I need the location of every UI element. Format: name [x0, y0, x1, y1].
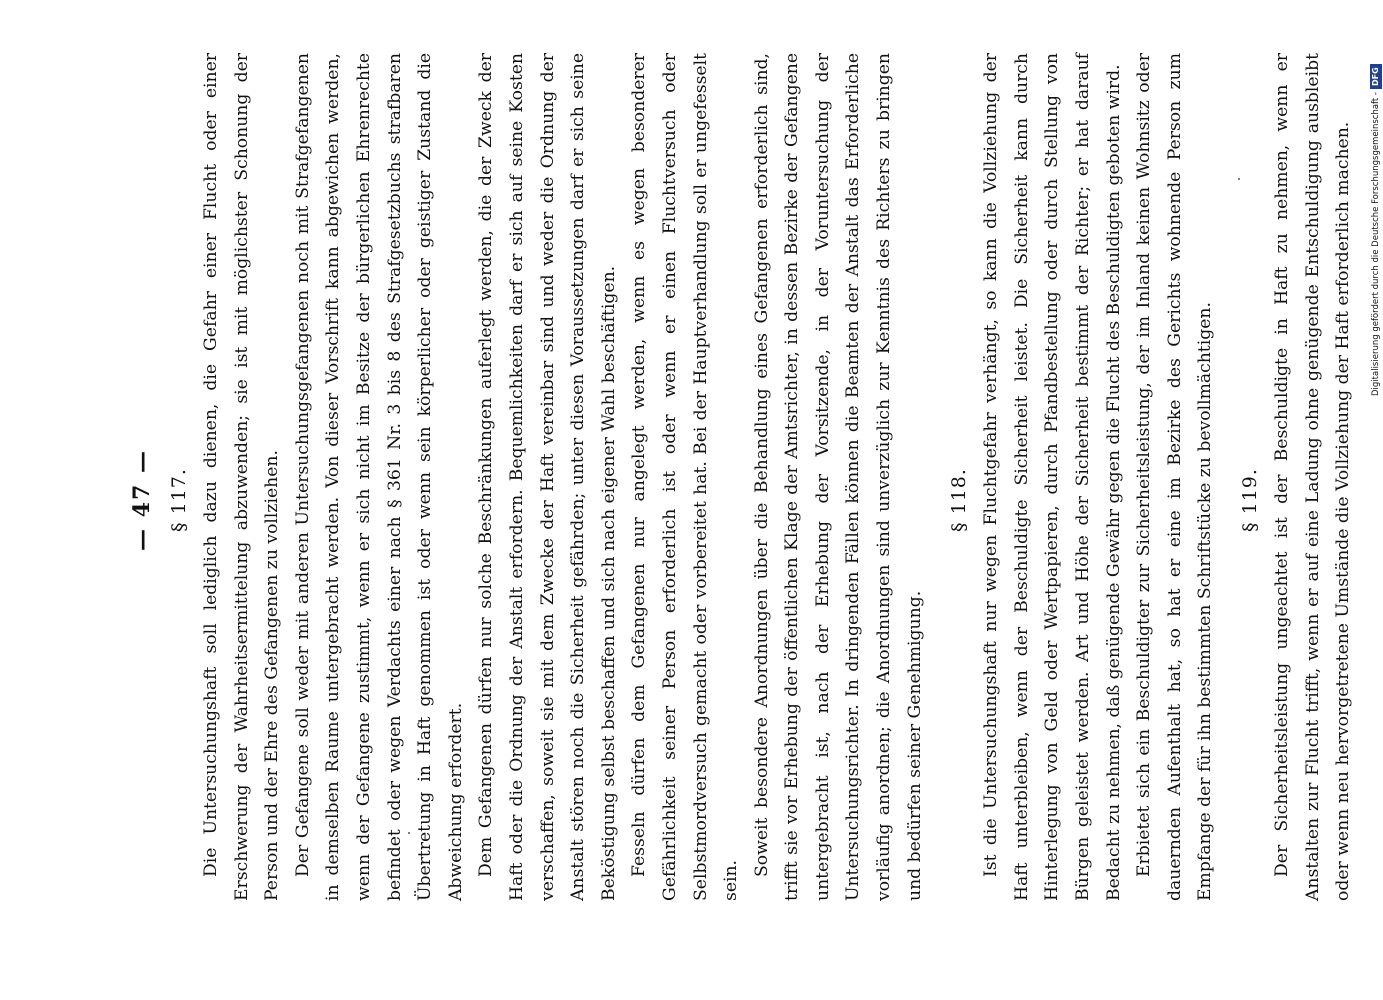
rotated-page-body — [122, 35, 1354, 965]
section-119 — [1239, 35, 1359, 965]
paragraph: Fesseln dürfen dem Gefangenen nur angelegt werden, wenn es wegen besonderer Gefährlichkeit seiner Person erforderlich ist oder wenn er einen Fluchtversuch oder Selbstmordversuch gemacht oder vorbereitet hat. Bei der Hauptverhandlung soll er ungefesselt sein. — [629, 53, 742, 901]
paragraph: Ist die Untersuchungshaft nur wegen Fluchtgefahr verhängt, so kann die Vollziehung der Haft unterbleiben, wenn der Beschuldigte Sicherheit leistet. Die Sicherheit kann durch Hinterlegung von Geld oder Wertpapieren, durch Pfandbestellung oder durch Stellung von Bürgen geleistet werden. Art und Höhe der Sicherheit bestimmt der Richter; er hat darauf Bedacht zu nehmen, daß genügende Gewähr gegen die Flucht des Beschuldigten geboten wird. — [981, 53, 1124, 901]
paragraph: Soweit besondere Anordnungen über die Behandlung eines Gefangenen erforderlich sind, trifft sie vor Erhebung der öffentlichen Klage der Amtsrichter, in dessen Bezirke der Gefangene untergebracht ist, nach der Erhebung der Vorsitzende, in der Voruntersuchung der Untersuchungsrichter. In dringenden Fällen können die Beamten der Anstalt das Erforderliche vorläufig anordnen; die Anordnungen sind unverzüglich zur Kenntnis des Richters zu bringen und bedürfen seiner Genehmigung. — [751, 53, 925, 901]
paragraph: Der Sicherheitsleistung ungeachtet ist der Beschuldigte in Haft zu nehmen, wenn er Anstalten zur Flucht trifft, wenn er auf eine Ladung ohne genügende Entschuldigung ausbleibt oder wenn neu hervorgetretene Umstände die Vollziehung der Haft erforderlich machen. — [1272, 53, 1354, 901]
page-number: — 47 — — [129, 449, 155, 551]
section-117 — [168, 35, 930, 965]
section-heading: § 118. — [948, 468, 971, 532]
section-118 — [948, 35, 1221, 965]
scan-speck — [1238, 178, 1240, 180]
paragraph: Die Untersuchungshaft soll lediglich dazu dienen, die Gefahr einer Flucht oder einer Erschwerung der Wahrheitsermittelung abzuwenden; sie ist mit möglichster Schonung der Person und der Ehre des Gefangenen zu vollziehen. — [201, 53, 283, 901]
digitization-credit — [1369, 6, 1383, 396]
dfg-logo: DFG — [1370, 64, 1382, 89]
section-heading: § 119. — [1239, 468, 1261, 532]
paragraph: Erbietet sich ein Beschuldigter zur Sicherheitsleistung, der im Inland keinen Wohnsitz oder dauernden Aufenthalt hat, so hat er eine im Bezirke des Gerichts wohnende Person zum Empfange der für ihn bestimmten Schriftstücke zu bevollmächtigen. — [1134, 53, 1216, 901]
credit-text: Digitalisierung gefördert durch die Deutsche Forschungsgemeinschaft - — [1371, 92, 1381, 396]
scan-speck — [408, 832, 410, 834]
section-heading: § 117. — [168, 468, 190, 532]
paragraph: Der Gefangene soll weder mit anderen Untersuchungsgefangenen noch mit Strafgefangenen in demselben Raume untergebracht werden. Von dieser Vorschrift kann abgewichen werden, wenn der Gefangene zustimmt, wenn er sich nicht im Besitze der bürgerlichen Ehrenrechte befindet oder wegen Verdachts einer nach § 361 Nr. 3 bis 8 des Strafgesetzbuchs strafbaren Übertretung in Haft genommen ist oder wenn sein körperlicher oder geistiger Zustand die Abweichung erfordert. — [292, 53, 466, 901]
paragraph: Dem Gefangenen dürfen nur solche Beschränkungen auferlegt werden, die der Zweck der Haft oder die Ordnung der Anstalt erfordern. Bequemlichkeiten darf er sich auf seine Kosten verschaffen, soweit sie mit dem Zwecke der Haft vereinbar sind und weder die Ordnung der Anstalt stören noch die Sicherheit gefährden; unter diesen Voraussetzungen darf er sich seine Beköstigung selbst beschaffen und sich nach eigener Wahl beschäftigen. — [476, 53, 619, 901]
